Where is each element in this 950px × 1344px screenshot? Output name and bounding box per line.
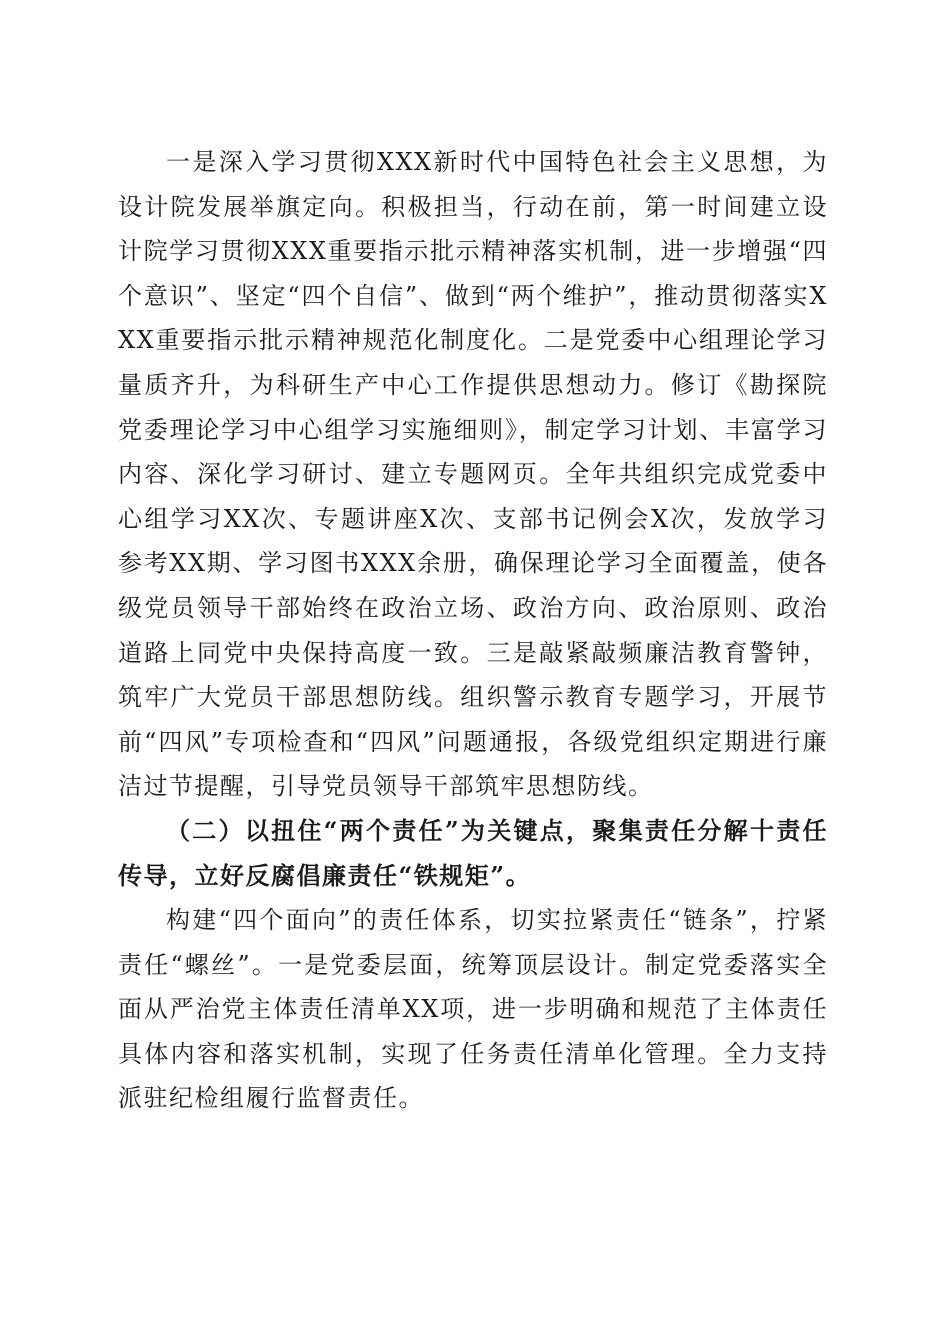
section-heading: （二）以扭住“两个责任”为关键点，聚集责任分解十责任传导，立好反腐倡廉责任“铁规矩”。 bbox=[118, 815, 828, 890]
document-body bbox=[118, 140, 828, 1121]
body-paragraph: 构建“四个面向”的责任体系，切实拉紧责任“链条”，拧紧责任“螺丝”。一是党委层面，统筹顶层设计。制定党委落实全面从严治党主体责任清单XX项，进一步明确和规范了主体责任具体内容和落实机制，实现了任务责任清单化管理。全力支持派驻纪检组履行监督责任。 bbox=[118, 906, 828, 1113]
body-paragraph: 一是深入学习贯彻XXX新时代中国特色社会主义思想，为设计院发展举旗定向。积极担当，行动在前，第一时间建立设计院学习贯彻XXX重要指示批示精神落实机制，进一步增强“四个意识”、坚定“四个自信”、做到“两个维护”，推动贯彻落实XXX重要指示批示精神规范化制度化。二是党委中心组理论学习量质齐升，为科研生产中心工作提供思想动力。修订《勘探院党委理论学习中心组学习实施细则》，制定学习计划、丰富学习内容、深化学习研讨、建立专题网页。全年共组织完成党委中心组学习XX次、专题讲座X次、支部书记例会X次，发放学习参考XX期、学习图书XXX余册，确保理论学习全面覆盖，使各级党员领导干部始终在政治立场、政治方向、政治原则、政治道路上同党中央保持高度一致。三是敲紧敲频廉洁教育警钟，筑牢广大党员干部思想防线。组织警示教育专题学习，开展节前“四风”专项检查和“四风”问题通报，各级党组织定期进行廉洁过节提醒，引导党员领导干部筑牢思想防线。 bbox=[118, 148, 828, 801]
